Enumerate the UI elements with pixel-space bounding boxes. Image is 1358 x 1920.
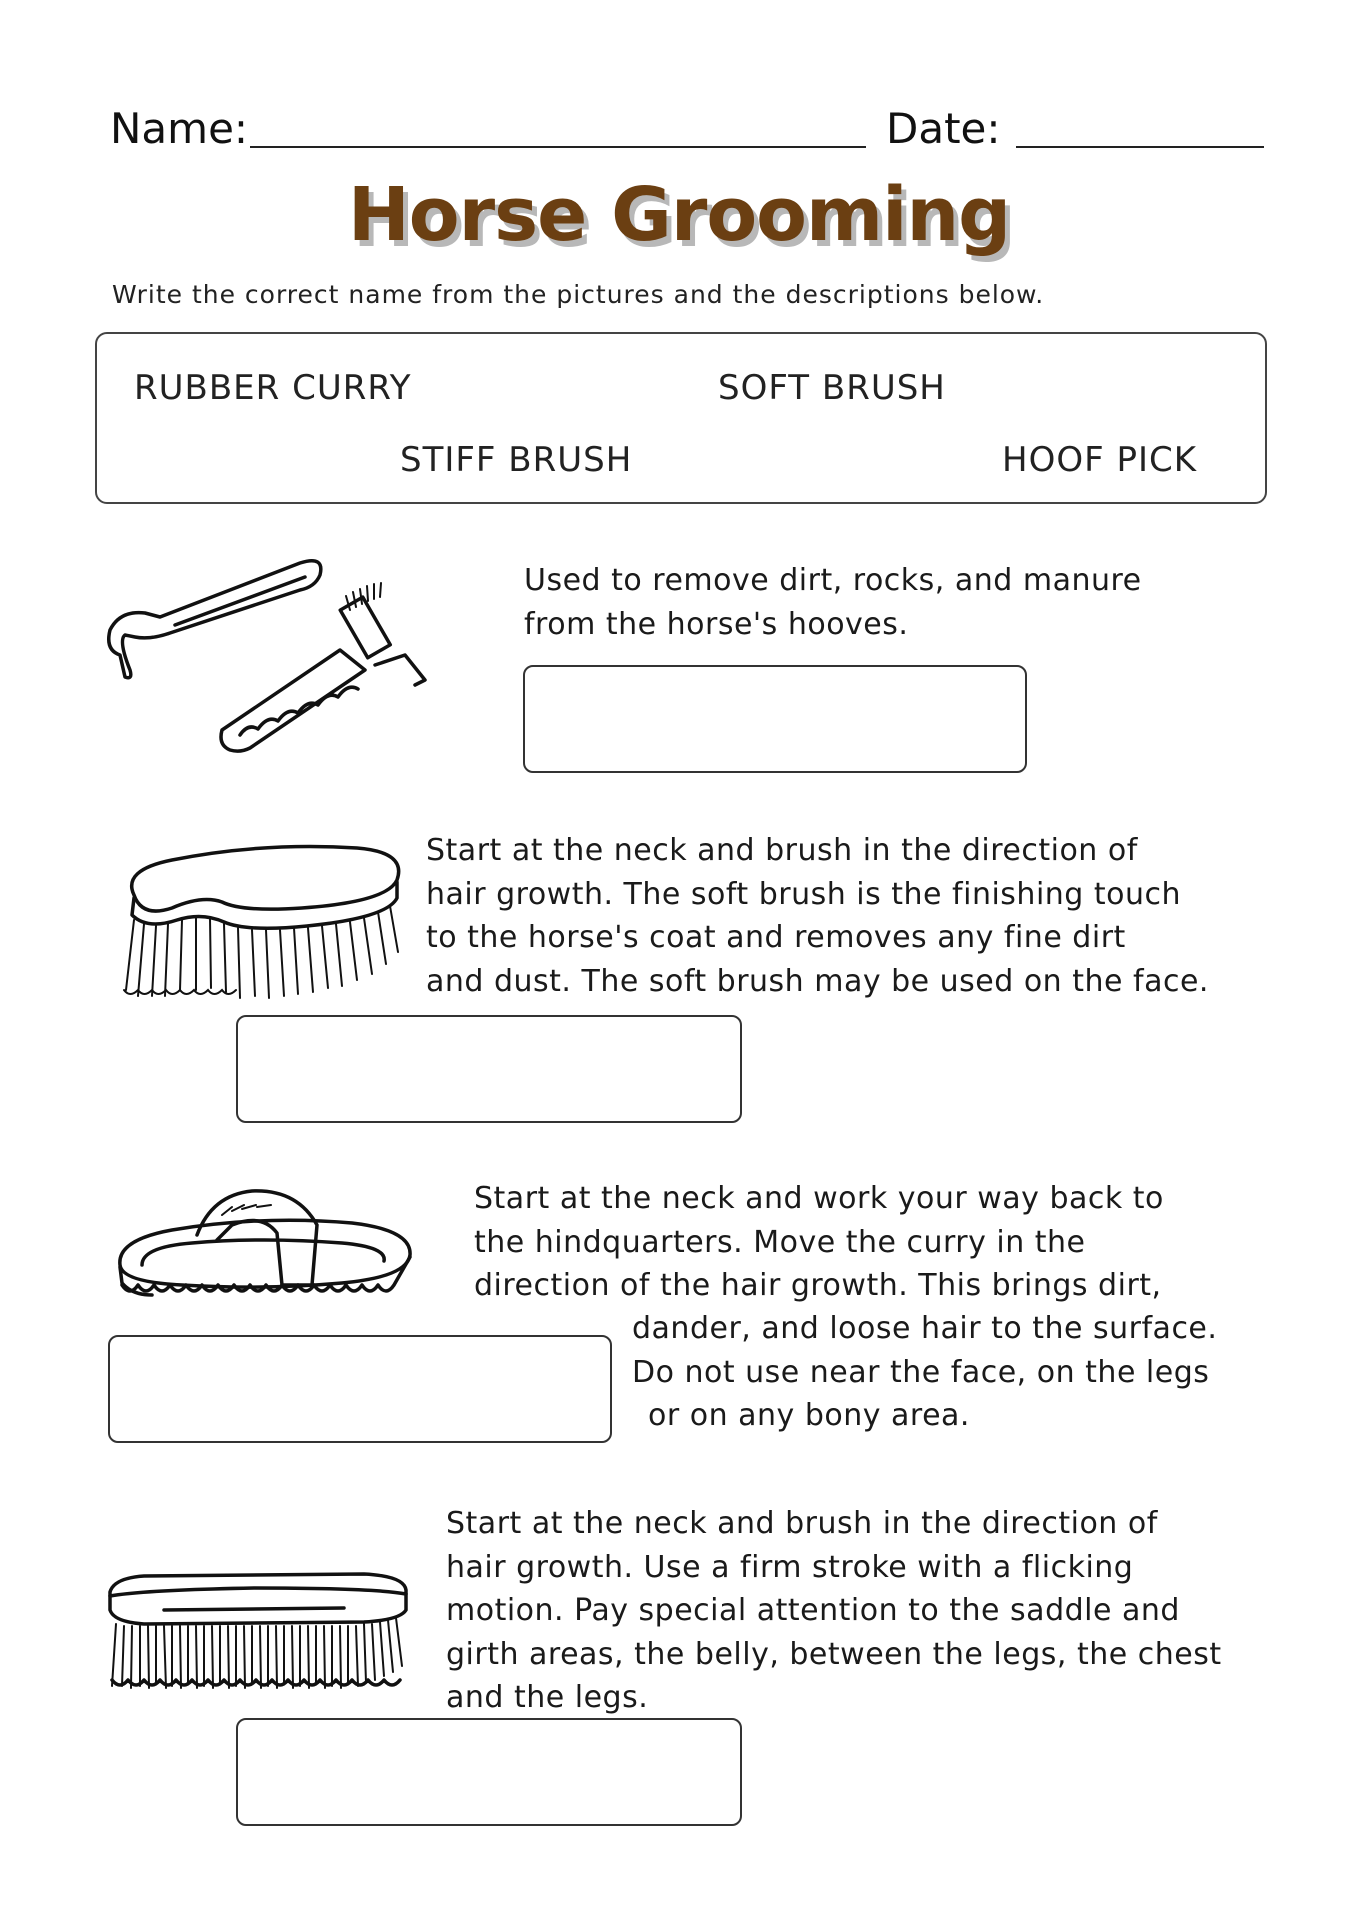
date-label: Date: [886, 104, 1001, 153]
description-line: Start at the neck and brush in the direction of [426, 833, 1138, 868]
name-line[interactable] [250, 146, 866, 148]
description-line: the hindquarters. Move the curry in the [474, 1224, 1086, 1260]
word-bank-item: STIFF BRUSH [400, 440, 633, 480]
description-line: motion. Pay special attention to the saddle and [446, 1593, 1180, 1628]
stiff-brush-icon [104, 1570, 414, 1695]
answer-box-2[interactable] [236, 1015, 742, 1123]
description-line: Used to remove dirt, rocks, and manure [524, 563, 1142, 598]
description-line: and dust. The soft brush may be used on the face. [426, 963, 1209, 999]
page-title: Horse Grooming [347, 172, 1011, 258]
word-bank-item: HOOF PICK [1002, 440, 1198, 480]
description-line: hair growth. The soft brush is the finishing touch [426, 876, 1182, 912]
description-3-b [632, 1307, 1217, 1438]
rubber-curry-icon [112, 1185, 422, 1325]
instructions: Write the correct name from the pictures and the descriptions below. [112, 280, 1045, 309]
description-line: direction of the hair growth. This brings dirt, [474, 1268, 1162, 1303]
description-line: Start at the neck and work your way back to [474, 1181, 1164, 1216]
description-line: to the horse's coat and removes any fine dirt [426, 920, 1126, 955]
description-1 [524, 559, 1142, 646]
description-3-a [474, 1177, 1164, 1308]
description-line: hair growth. Use a firm stroke with a flicking [446, 1549, 1134, 1585]
description-line: dander, and loose hair to the surface. [632, 1311, 1218, 1346]
answer-box-1[interactable] [523, 665, 1027, 773]
description-line: girth areas, the belly, between the legs, the chest [446, 1636, 1222, 1672]
description-2 [426, 829, 1209, 1003]
description-4 [446, 1502, 1222, 1720]
word-bank-item: SOFT BRUSH [718, 368, 946, 408]
description-line: or on any bony area. [648, 1398, 970, 1433]
description-line: Start at the neck and brush in the direction of [446, 1506, 1158, 1541]
description-line: and the legs. [446, 1680, 649, 1715]
word-bank-item: RUBBER CURRY [134, 368, 412, 408]
name-label: Name: [110, 104, 249, 153]
soft-brush-icon [112, 840, 412, 1010]
date-line[interactable] [1016, 146, 1264, 148]
hoof-pick-icon [100, 555, 440, 755]
description-line: from the horse's hooves. [524, 606, 909, 642]
answer-box-4[interactable] [236, 1718, 742, 1826]
description-line: Do not use near the face, on the legs [632, 1354, 1210, 1390]
answer-box-3[interactable] [108, 1335, 612, 1443]
